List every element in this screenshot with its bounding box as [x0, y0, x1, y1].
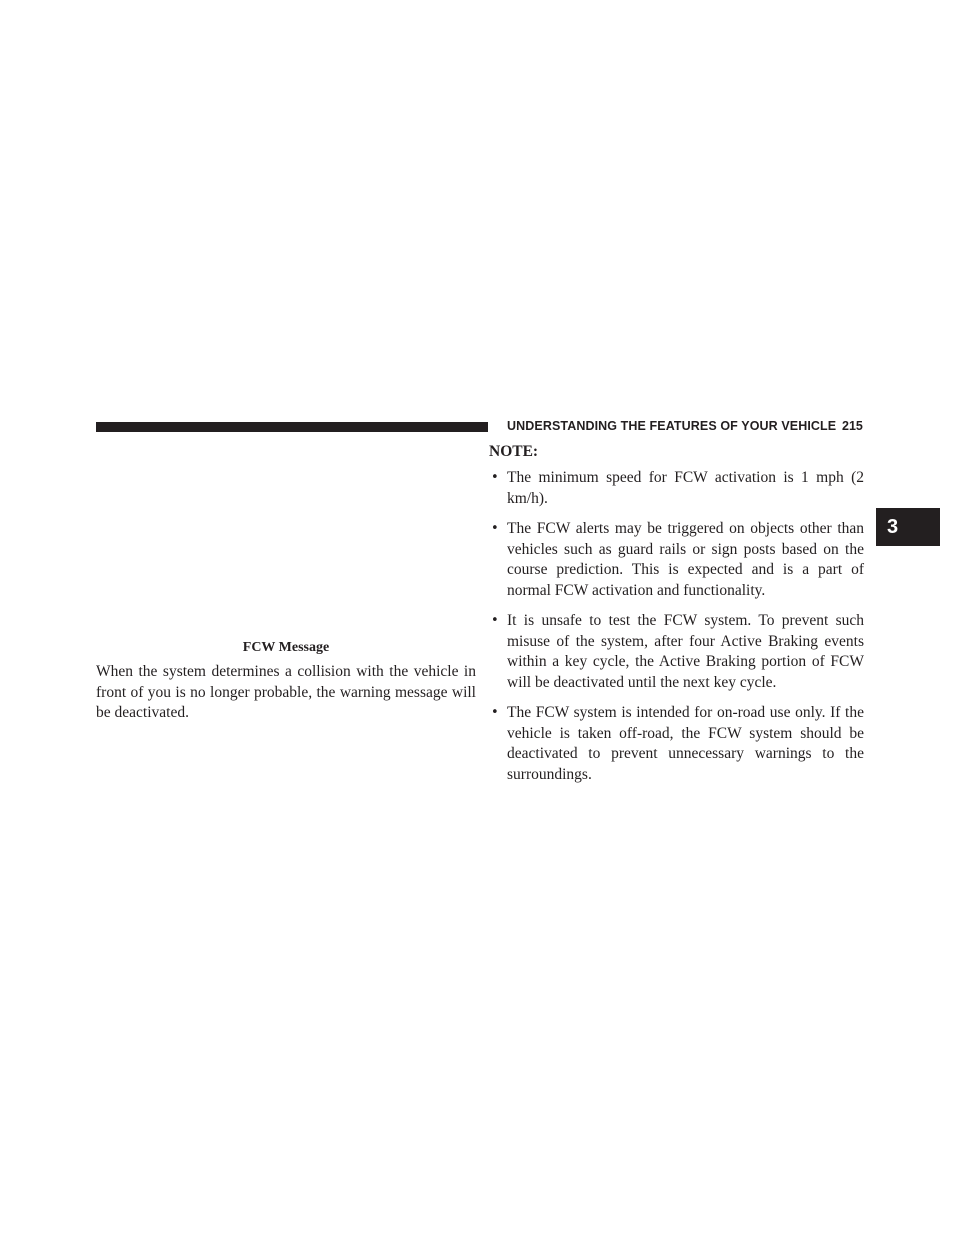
bullet-icon: •	[491, 705, 499, 720]
page-number: 215	[842, 419, 863, 433]
chapter-tab	[876, 508, 940, 546]
figure-placeholder	[96, 440, 476, 640]
note-heading: NOTE:	[489, 443, 539, 460]
header-rule	[96, 422, 488, 432]
bullet-icon: •	[491, 470, 499, 485]
note-item-text: The FCW system is intended for on-road use only. If the vehicle is taken off-road, the FCW system should be deactivated to prevent unnecessary warnings to the surroundings.	[507, 704, 864, 783]
figure-caption: FCW Message	[242, 640, 330, 655]
running-header-title: UNDERSTANDING THE FEATURES OF YOUR VEHICLE	[507, 419, 837, 433]
note-list-item	[489, 611, 864, 693]
note-list-item	[489, 703, 864, 785]
bullet-icon: •	[491, 613, 499, 628]
note-list	[489, 468, 864, 795]
chapter-tab-label: 3	[887, 516, 899, 538]
note-list-item	[489, 519, 864, 601]
bullet-icon: •	[491, 521, 499, 536]
body-paragraph: When the system determines a collision with the vehicle in front of you is no longer probable, the warning message will be deactivated.	[96, 663, 476, 721]
note-list-item	[489, 468, 864, 509]
note-item-text: The FCW alerts may be triggered on objects other than vehicles such as guard rails or sign posts based on the course prediction. This is expected and is a part of normal FCW activation and functionality.	[507, 520, 864, 599]
note-item-text: The minimum speed for FCW activation is 1 mph (2 km/h).	[507, 469, 864, 507]
note-item-text: It is unsafe to test the FCW system. To prevent such misuse of the system, after four Active Braking events within a key cycle, the Active Braking portion of FCW will be deactivated until the next key cycle.	[507, 612, 864, 691]
